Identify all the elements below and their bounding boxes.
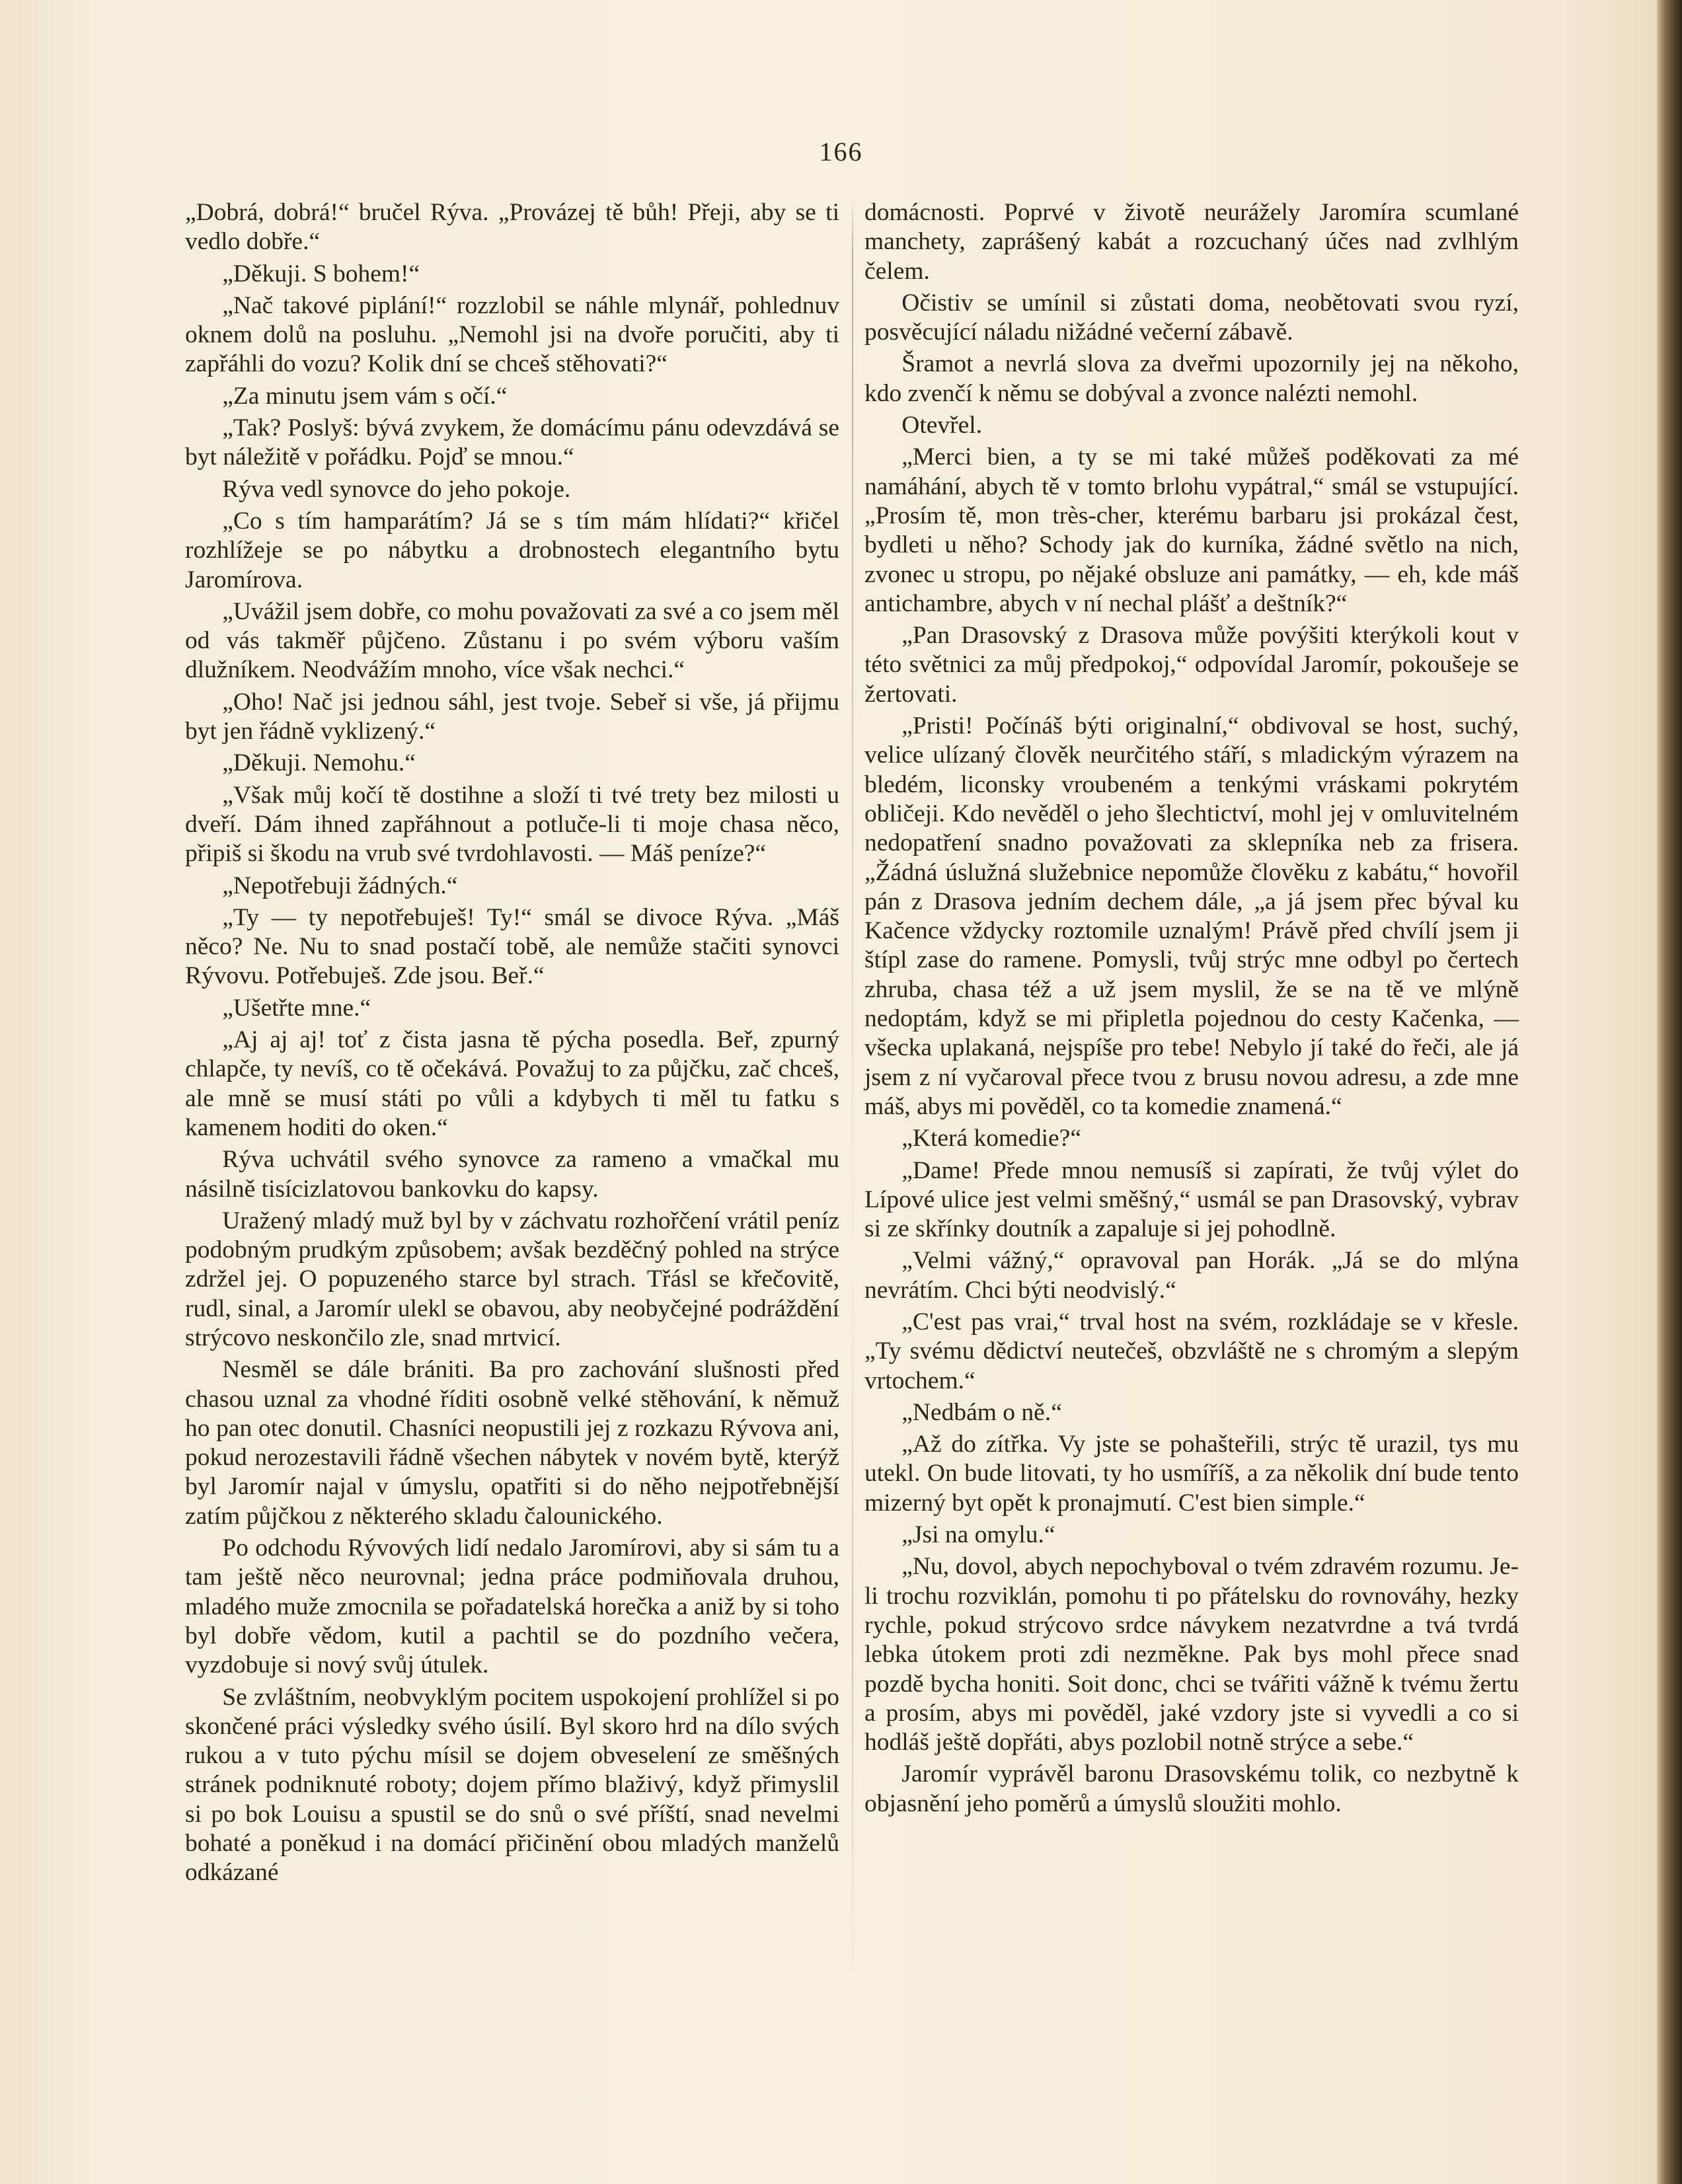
column-divider bbox=[852, 198, 853, 1982]
paragraph: „Která komedie?“ bbox=[901, 1125, 1081, 1152]
paragraph: „Nedbám o ně.“ bbox=[901, 1398, 1062, 1426]
paragraph: Otevřel. bbox=[901, 412, 983, 439]
paragraph: „Pan Drasovský z Drasova může povýšiti kterýkoli kout v této světnici za můj předpokoj,“ odpovídal Jaromír, pokoušeje se žertovati. bbox=[864, 622, 1519, 708]
paragraph: „Jsi na omylu.“ bbox=[901, 1521, 1055, 1549]
paragraph: „Uvážil jsem dobře, co mohu považovati za své a co jsem měl od vás takměř půjčeno. Zůstanu i po svém výboru vaším dlužníkem. Neodvážím mnoho, více však nechci.“ bbox=[185, 597, 839, 684]
paragraph: domácnosti. Poprvé v životě neurážely Jaromíra scumlané manchety, zaprášený kabát a rozcuchaný účes nad zvlhlým čelem. bbox=[864, 199, 1519, 285]
paragraph: Rýva vedl synovce do jeho pokoje. bbox=[222, 475, 571, 503]
paragraph: „Děkuji. S bohem!“ bbox=[222, 260, 420, 287]
paragraph: „Co s tím hamparátím? Já se s tím mám hlídati?“ křičel rozhlížeje se po nábytku a drobnostech elegantního bytu Jaromírova. bbox=[185, 507, 839, 593]
paragraph: „Merci bien, a ty se mi také můžeš poděkovati za mé namáhání, abych tě v tomto brlohu vypátral,“ smál se vstupující. „Prosím tě, mon très-cher, kterému barbaru jsi prokázal čest, bydleti u něho? Schody jak do kurníka, žádné světlo na nich, zvonec u stropu, po nějaké obsluze ani památky, — eh, kde máš antichambre, abych v ní nechal plášť a deštník?“ bbox=[864, 443, 1519, 617]
paragraph: „Děkuji. Nemohu.“ bbox=[222, 749, 416, 777]
page-number: 166 bbox=[819, 137, 863, 167]
paragraph: „Pristi! Počínáš býti originalní,“ obdivoval se host, suchý, velice ulízaný člověk neurčitého stáří, s mladickým výrazem na bledém, liconsky vroubeném a tenkými vráskami pokrytém obličeji. Kdo nevěděl o jeho šlechtictví, mohl jej v omluvitelném nedopatření snadno považovati za sklepníka neb za frisera. „Žádná úslužná služebnice nepomůže člověku z kabátu,“ hovořil pán z Drasova jedním dechem dále, „a já jsem přec býval ku Kačence vždycky roztomile uznalým! Právě před chvílí jsem ji štípl zase do ramene. Pomysli, tvůj strýc mne odbyl po čertech zhruba, chasa též a už jsem myslil, že se na tě ve mlýně nedoptám, když se mi připletla pojednou do cesty Kačenka, — všecka uplakaná, nejspíše pro tebe! Nebylo jí také do řeči, ale já jsem z ní vyčaroval přece tvou z brusu novou adresu, a zde mne máš, abys mi pověděl, co ta komedie znamená.“ bbox=[864, 712, 1519, 1120]
paragraph: „Ušetřte mne.“ bbox=[222, 994, 371, 1022]
paragraph: „Za minutu jsem vám s očí.“ bbox=[222, 382, 508, 410]
paragraph: Šramot a nevrlá slova za dveřmi upozornily jej na někoho, kdo zvenčí k němu se dobýval a zvonce nalézti nemohl. bbox=[864, 350, 1519, 407]
paragraph: Nesměl se dále brániti. Ba pro zachování slušnosti před chasou uznal za vhodné říditi osobně velké stěhování, k němuž ho pan otec donutil. Chasníci neopustili jej z rozkazu Rývova ani, pokud nerozestavili řádně všechen nábytek v novém bytě, kterýž byl Jaromír najal v úmyslu, opatřiti si do něho nejpotřebnější zatím půjčkou z některého skladu čalounického. bbox=[185, 1356, 839, 1530]
paragraph: „Velmi vážný,“ opravoval pan Horák. „Já se do mlýna nevrátím. Chci býti neodvislý.“ bbox=[864, 1247, 1519, 1304]
paragraph: Se zvláštním, neobvyklým pocitem uspokojení prohlížel si po skončené práci výsledky svého úsilí. Byl skoro hrd na dílo svých rukou a v tuto pýchu mísil se dojem obveselení ze směšných stránek podniknuté roboty; dojem přímo blaživý, když přimyslil si po bok Louisu a spustil se do snů o své příští, snad nevelmi bohaté a poněkud i na domácí přičinění obou mladých manželů odkázané bbox=[185, 1683, 839, 1887]
binding-shadow bbox=[1657, 0, 1682, 2184]
paragraph: Očistiv se umínil si zůstati doma, neobětovati svou ryzí, posvěcující náladu nižádné večerní zábavě. bbox=[864, 289, 1519, 346]
paragraph: Uražený mladý muž byl by v záchvatu rozhořčení vrátil peníz podobným prudkým způsobem; avšak bezděčný pohled na strýce zdržel jej. O popuzeného starce byl strach. Třásl se křečovitě, rudl, sinal, a Jaromír ulekl se obavou, aby neobyčejné podráždění strýcovo neskončilo zle, snad mrtvicí. bbox=[185, 1207, 839, 1351]
left-column bbox=[185, 198, 839, 1888]
paragraph: „Oho! Nač jsi jednou sáhl, jest tvoje. Sebeř si vše, já přijmu byt jen řádně vyklizený.“ bbox=[185, 688, 839, 745]
paragraph: „Ty — ty nepotřebuješ! Ty!“ smál se divoce Rýva. „Máš něco? Ne. Nu to snad postačí tobě, ale nemůže stačiti synovci Rývovu. Potřebuješ. Zde jsou. Beř.“ bbox=[185, 903, 839, 990]
paragraph: „Až do zítřka. Vy jste se pohašteřili, strýc tě urazil, tys mu utekl. On bude litovati, ty ho usmíříš, a za několik dní bude tento mizerný byt opět k pronajmutí. C'est bien simple.“ bbox=[864, 1431, 1519, 1517]
paragraph: „C'est pas vrai,“ trval host na svém, rozkládaje se v křesle. „Ty svému dědictví neutečeš, obzvláště ne s chromým a slepým vrtochem.“ bbox=[864, 1308, 1519, 1394]
paragraph: „Dame! Přede mnou nemusíš si zapírati, že tvůj výlet do Lípové ulice jest velmi směšný,“ usmál se pan Drasovský, vybrav si ze skřínky doutník a zapaluje si jej pohodlně. bbox=[864, 1156, 1519, 1243]
paragraph: „Nu, dovol, abych nepochyboval o tvém zdravém rozumu. Je-li trochu rozviklán, pomohu ti po přátelsku do rovnováhy, hezky rychle, pokud strýcovo srdce návykem nezatvrdne a tvá tvrdá lebka útokem proti zdi nezměkne. Pak bys mohl přece snad pozdě bycha honiti. Soit donc, chci se tvářiti vážně k tvému žertu a prosím, abys mi pověděl, jaké vzdory jste si vyvedli a co si hodláš ještě dopřáti, abys pozlobil notně strýce a sebe.“ bbox=[864, 1553, 1519, 1756]
paragraph: Jaromír vyprávěl baronu Drasovskému tolik, co nezbytně k objasnění jeho poměrů a úmyslů sloužiti mohlo. bbox=[864, 1760, 1519, 1817]
paragraph: Rýva uchvátil svého synovce za rameno a vmačkal mu násilně tisícizlatovou bankovku do kapsy. bbox=[185, 1146, 839, 1203]
right-column bbox=[864, 198, 1519, 1819]
paragraph: „Nač takové piplání!“ rozzlobil se náhle mlynář, pohlednuv oknem dolů na posluhu. „Nemohl jsi na dvoře poručiti, aby ti zapřáhli do vozu? Kolik dní se chceš stěhovati?“ bbox=[185, 291, 839, 378]
paragraph: „Aj aj aj! toť z čista jasna tě pýcha posedla. Beř, zpurný chlapče, ty nevíš, co tě očekává. Považuj to za půjčku, zač chceš, ale mně se musí státi po vůli a kdybych ti měl tu fatku s kamenem hoditi do oken.“ bbox=[185, 1026, 839, 1141]
paragraph: „Dobrá, dobrá!“ bručel Rýva. „Provázej tě bůh! Přeji, aby se ti vedlo dobře.“ bbox=[185, 199, 839, 256]
paragraph: Po odchodu Rývových lidí nedalo Jaromírovi, aby si sám tu a tam ještě něco neurovnal; jedna práce podmiňovala druhou, mladého muže zmocnila se pořadatelská horečka a aniž by si toho byl dobře vědom, kutil a pachtil se do pozdního večera, vyzdobuje si nový svůj útulek. bbox=[185, 1534, 839, 1679]
paragraph: „Však můj kočí tě dostihne a složí ti tvé trety bez milosti u dveří. Dám ihned zapřáhnout a potluče-li ti moje chasa něco, připiš si škodu na vrub své tvrdohlavosti. — Máš peníze?“ bbox=[185, 781, 839, 868]
paragraph: „Tak? Poslyš: bývá zvykem, že domácímu pánu odevzdává se byt náležitě v pořádku. Pojď se mnou.“ bbox=[185, 414, 839, 471]
paragraph: „Nepotřebuji žádných.“ bbox=[222, 872, 458, 899]
